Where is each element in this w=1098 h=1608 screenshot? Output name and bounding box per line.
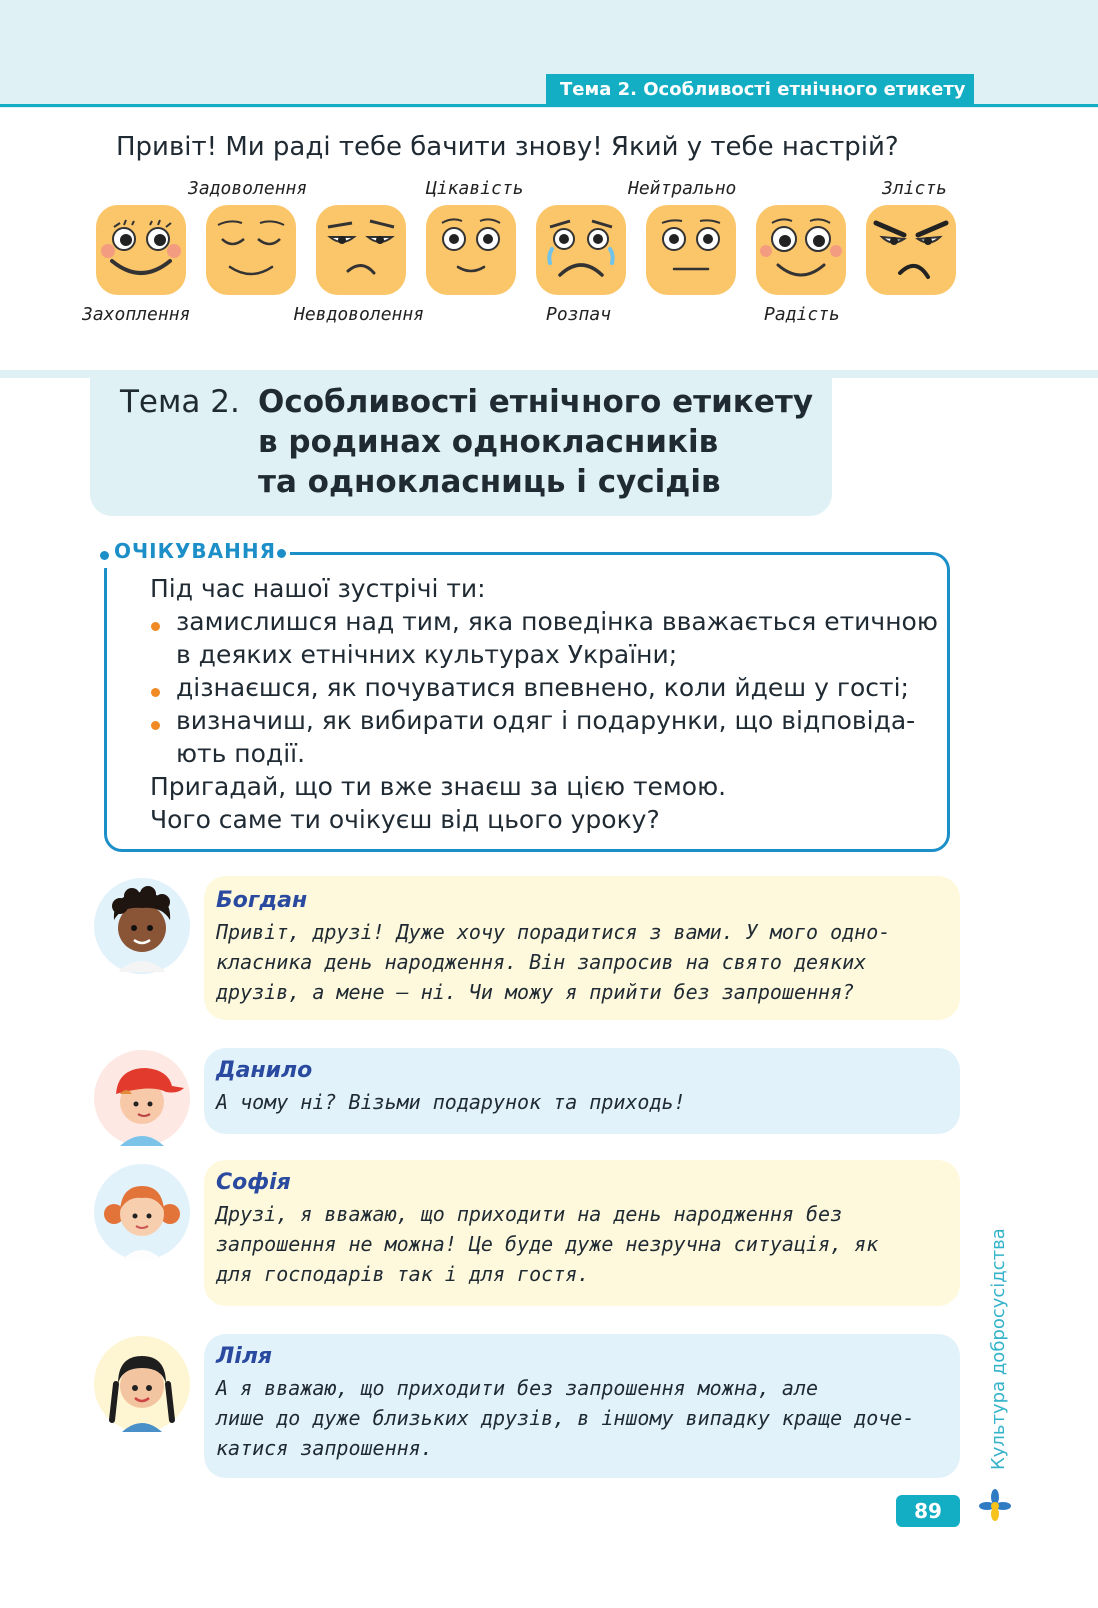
bullet-dot [151, 721, 160, 730]
expectation-item-1-line-2: в деяких етнічних культурах України; [176, 640, 678, 669]
speech-line: запрошення не можна! Це буде дуже незручна ситуація, як [216, 1232, 879, 1256]
speaker-name-danylo: Данило [216, 1058, 313, 1083]
flower-logo-icon [978, 1488, 1012, 1522]
emotion-label-curiosity: Цікавість [426, 178, 524, 199]
emotion-label-dissatisfaction: Невдоволення [294, 304, 425, 325]
emotion-label-neutral: Нейтрально [628, 178, 737, 199]
speech-line: Привіт, друзі! Дуже хочу порадитися з вами. У мого одно- [216, 920, 891, 944]
bullet-dot [151, 688, 160, 697]
face-curiosity-icon[interactable] [424, 203, 518, 297]
speech-line: для господарів так і для гостя. [216, 1262, 590, 1286]
page-title-line-3: та однокласниць і сусідів [258, 464, 721, 500]
expectations-label: ОЧІКУВАННЯ [114, 539, 276, 563]
speech-line: лише до дуже близьких друзів, в іншому випадку краще доче- [216, 1406, 915, 1430]
face-delight-icon[interactable] [94, 203, 188, 297]
header-tab: Тема 2. Особливості етнічного етикету [546, 74, 974, 106]
face-dissatisfaction-icon[interactable] [314, 203, 408, 297]
speech-line: друзів, а мене — ні. Чи можу я прийти без запрошення? [216, 980, 855, 1004]
face-neutral-icon[interactable] [644, 203, 738, 297]
expectations-outro-1: Пригадай, що ти вже знаєш за цією темою. [150, 772, 727, 801]
speaker-name-sofia: Софія [216, 1170, 291, 1195]
face-joy-icon[interactable] [754, 203, 848, 297]
expectation-item-1-line-1: замислишся над тим, яка поведінка вважається етичною [176, 607, 938, 636]
expectations-intro: Під час нашої зустрічі ти: [150, 574, 486, 603]
speaker-name-lilia: Ліля [216, 1344, 273, 1369]
emotion-label-joy: Радість [764, 304, 840, 325]
bullet-dot [151, 622, 160, 631]
avatar-sofia [92, 1162, 192, 1262]
expectation-item-3-line-1: визначиш, як вибирати одяг і подарунки, що відповіда- [176, 706, 916, 735]
avatar-bohdan [92, 876, 192, 976]
expectations-outro-2: Чого саме ти очікуєш від цього уроку? [150, 805, 660, 834]
emotion-label-anger: Злість [882, 178, 948, 199]
speech-line: класника день народження. Він запросив на свято деяких [216, 950, 867, 974]
speaker-name-bohdan: Богдан [216, 888, 308, 913]
label-dot-right [277, 549, 286, 558]
page-title-line-2: в родинах однокласників [258, 424, 719, 460]
emotion-label-delight: Захоплення [82, 304, 191, 325]
topic-number: Тема 2. [120, 384, 240, 420]
expectation-item-3-line-2: ють події. [176, 739, 306, 768]
avatar-danylo [92, 1048, 192, 1148]
emotion-label-despair: Розпач [546, 304, 612, 325]
expectation-item-2: дізнаєшся, як почуватися впевнено, коли йдеш у гості; [176, 673, 909, 702]
greeting-text: Привіт! Ми раді тебе бачити знову! Який у тебе настрій? [116, 132, 899, 162]
avatar-lilia [92, 1334, 192, 1434]
page-number: 89 [896, 1495, 960, 1527]
face-satisfaction-icon[interactable] [204, 203, 298, 297]
emotion-label-satisfaction: Задоволення [188, 178, 308, 199]
label-dot-left [100, 551, 109, 560]
page-title-line-1: Особливості етнічного етикету [258, 384, 814, 420]
speech-line: А чому ні? Візьми подарунок та приходь! [216, 1090, 686, 1114]
speech-line: Друзі, я вважаю, що приходити на день народження без [216, 1202, 843, 1226]
section-side-label: Культура добросусідства [988, 1228, 1009, 1470]
face-anger-icon[interactable] [864, 203, 958, 297]
speech-line: катися запрошення. [216, 1436, 433, 1460]
speech-line: А я вважаю, що приходити без запрошення можна, але [216, 1376, 819, 1400]
face-despair-icon[interactable] [534, 203, 628, 297]
